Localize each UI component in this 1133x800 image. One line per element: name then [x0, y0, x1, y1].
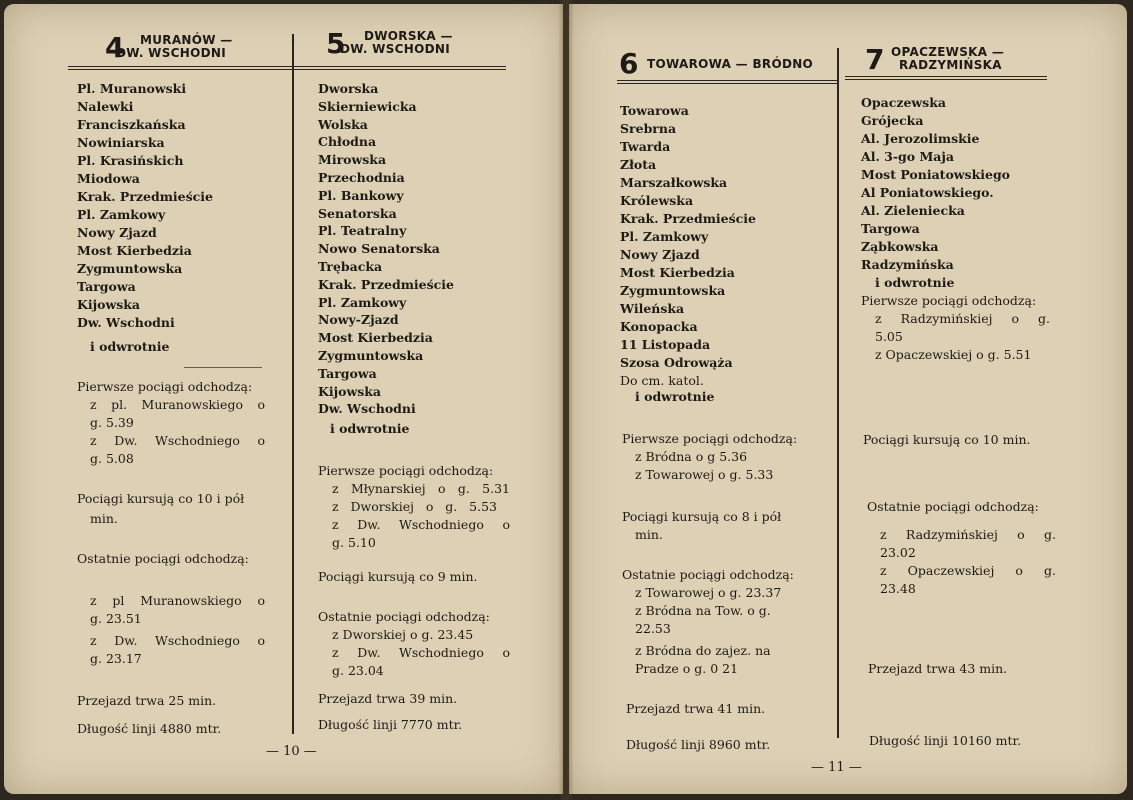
- stop-name: 11 Listopada: [620, 337, 711, 352]
- stop-name: Al. 3-go Maja: [861, 149, 955, 164]
- stop-name: Skierniewicka: [318, 98, 417, 114]
- stop-name: Królewska: [620, 193, 694, 208]
- stop-name: Chłodna: [318, 134, 377, 150]
- line-6-last-1: z Towarowej o g. 23.37: [635, 585, 782, 600]
- line-7-first-1a: z Radzymińskiej o g.: [875, 311, 1050, 326]
- line-6-number: 6: [619, 47, 639, 80]
- line-4-title: [116, 34, 233, 60]
- line-5-duration: Przejazd trwa 39 min.: [318, 691, 458, 706]
- stop-name: Wolska: [318, 116, 368, 132]
- stop-name: Mirowska: [318, 152, 387, 168]
- line-4-last-label: Ostatnie pociągi odchodzą:: [77, 551, 249, 566]
- stop-name: Pl. Teatralny: [318, 223, 407, 239]
- stop-name: Pl. Bankowy: [318, 187, 404, 203]
- line-6-first-2: z Towarowej o g. 5.33: [635, 467, 774, 482]
- stop-name: Most Kierbedzia: [77, 243, 192, 258]
- stop-name: Nowo Senatorska: [318, 241, 440, 257]
- left-page: [4, 4, 563, 794]
- stop-name: Targowa: [77, 279, 136, 294]
- stop-name: Al. Zieleniecka: [861, 203, 965, 218]
- line-6-last-label: Ostatnie pociągi odchodzą:: [622, 567, 794, 582]
- line-4-first-2b: g. 5.08: [90, 451, 134, 466]
- stop-name: Nowiniarska: [77, 135, 165, 150]
- line-6-title: TOWAROWA — BRÓDNO: [647, 57, 814, 71]
- stop-name: Kijowska: [318, 383, 382, 399]
- line-7-title: [891, 46, 1004, 72]
- line-6-length: Długość linji 8960 mtr.: [626, 737, 771, 752]
- stop-name: Dw. Wschodni: [77, 315, 175, 330]
- line-4-interval-b: min.: [90, 511, 118, 526]
- stop-name: Krak. Przedmieście: [77, 189, 213, 204]
- stop-name: Targowa: [318, 365, 377, 381]
- stop-name: Zygmuntowska: [77, 261, 183, 276]
- stop-name: Szosa Odrowąża: [620, 355, 733, 370]
- stop-name: Al Poniatowskiego.: [861, 185, 994, 200]
- line-6-return: i odwrotnie: [635, 389, 715, 404]
- stop-name: Twarda: [620, 139, 671, 154]
- line-5-first-3a: z Dw. Wschodniego o: [332, 517, 510, 532]
- line-7-return: i odwrotnie: [875, 275, 955, 290]
- stop-name: Most Kierbedzia: [620, 265, 735, 280]
- stop-name: Wileńska: [620, 301, 685, 316]
- line-5-first-2: z Dworskiej o g. 5.53: [332, 499, 497, 514]
- line-6-last-2b: 22.53: [635, 621, 671, 636]
- stop-name: Konopacka: [620, 319, 698, 334]
- header-rule: [68, 66, 506, 70]
- line-7-last-1b: 23.02: [880, 545, 916, 560]
- stop-name: Trębacka: [318, 258, 383, 274]
- line-5-first-3b: g. 5.10: [332, 535, 376, 550]
- line-4-first-1b: g. 5.39: [90, 415, 134, 430]
- line-6-first-label: Pierwsze pociągi odchodzą:: [622, 431, 798, 446]
- stop-name: Radzymińska: [861, 257, 954, 272]
- line-4-last-2a: z Dw. Wschodniego o: [90, 633, 265, 648]
- stop-name: Miodowa: [77, 171, 140, 186]
- line-7-first-label: Pierwsze pociągi odchodzą:: [861, 293, 1037, 308]
- line-4-interval-a: Pociągi kursują co 10 i pół: [77, 491, 245, 506]
- line-5-length: Długość linji 7770 mtr.: [318, 717, 463, 732]
- line-7-length: Długość linji 10160 mtr.: [869, 733, 1022, 748]
- stop-name: Ząbkowska: [861, 239, 939, 254]
- stop-name: Pl. Zamkowy: [77, 207, 166, 222]
- stop-name: Pl. Muranowski: [77, 81, 187, 96]
- stop-name: Pl. Zamkowy: [620, 229, 709, 244]
- line-7-last-label: Ostatnie pociągi odchodzą:: [867, 499, 1039, 514]
- line-6-interval-b: min.: [635, 527, 663, 542]
- stop-name: Pl. Krasińskich: [77, 153, 184, 168]
- stop-name: Pl. Zamkowy: [318, 294, 407, 310]
- stop-name: Do cm. katol.: [620, 373, 704, 388]
- line-5-interval: Pociągi kursują co 9 min.: [318, 569, 478, 584]
- line-4-return: i odwrotnie: [90, 339, 170, 354]
- line-7-number: 7: [865, 43, 885, 76]
- stop-name: Kijowska: [77, 297, 141, 312]
- stop-name: Grójecka: [861, 113, 924, 128]
- stop-name: Dworska: [318, 81, 379, 96]
- line-5-last-label: Ostatnie pociągi odchodzą:: [318, 609, 490, 624]
- stop-name: Towarowa: [620, 103, 689, 118]
- line-4-stops: [77, 80, 213, 332]
- line-7-first-1b: 5.05: [875, 329, 903, 344]
- page-number: — 11 —: [811, 760, 862, 775]
- stop-name: Dw. Wschodni: [318, 401, 416, 417]
- line-6-duration: Przejazd trwa 41 min.: [626, 701, 766, 716]
- line-4-title-line1: MURANÓW —: [140, 33, 233, 47]
- stop-name: Most Poniatowskiego: [861, 167, 1011, 182]
- line-6-stops: [620, 102, 756, 390]
- stop-name: Nowy Zjazd: [620, 247, 700, 262]
- stop-name: Srebrna: [620, 121, 677, 136]
- line-7-last-2a: z Opaczewskiej o g.: [880, 563, 1056, 578]
- line-4-first-1a: z pl. Muranowskiego o: [90, 397, 265, 412]
- stop-name: Most Kierbedzia: [318, 330, 433, 346]
- stop-name: Przechodnia: [318, 169, 405, 185]
- line-7-stops: [861, 94, 1010, 274]
- line-4-first-label: Pierwsze pociągi odchodzą:: [77, 379, 253, 394]
- short-rule: [184, 367, 262, 368]
- line-4-last-2b: g. 23.17: [90, 651, 142, 666]
- line-4-first-2a: z Dw. Wschodniego o: [90, 433, 265, 448]
- stop-name: Krak. Przedmieście: [318, 276, 454, 292]
- line-7-duration: Przejazd trwa 43 min.: [868, 661, 1008, 676]
- header-rule: [617, 80, 839, 84]
- book-spine: [558, 0, 574, 800]
- line-4-duration: Przejazd trwa 25 min.: [77, 693, 217, 708]
- line-7-first-2: z Opaczewskiej o g. 5.51: [875, 347, 1032, 362]
- stop-name: Zygmuntowska: [620, 283, 726, 298]
- stop-name: Targowa: [861, 221, 920, 236]
- line-7-title-line1: OPACZEWSKA —: [891, 45, 1005, 59]
- line-4-length: Długość linji 4880 mtr.: [77, 721, 222, 736]
- line-5-last-1: z Dworskiej o g. 23.45: [332, 627, 474, 642]
- column-divider: [292, 34, 294, 734]
- stop-name: Zygmuntowska: [318, 347, 424, 363]
- header-rule: [845, 76, 1047, 80]
- stop-name: Nowy Zjazd: [77, 225, 157, 240]
- line-4-last-1b: g. 23.51: [90, 611, 142, 626]
- line-7-title-line2: RADZYMIŃSKA: [899, 58, 1002, 72]
- stop-name: Nalewki: [77, 99, 134, 114]
- line-5-first-1: z Młynarskiej o g. 5.31: [332, 481, 510, 496]
- line-5-stops: [318, 80, 454, 418]
- line-4-last-1a: z pl Muranowskiego o: [90, 593, 265, 608]
- line-5-last-2b: g. 23.04: [332, 663, 384, 678]
- line-7-interval: Pociągi kursują co 10 min.: [863, 432, 1031, 447]
- line-7-last-2b: 23.48: [880, 581, 916, 596]
- line-5-first-label: Pierwsze pociągi odchodzą:: [318, 463, 494, 478]
- column-divider: [837, 48, 839, 738]
- stop-name: Nowy-Zjazd: [318, 312, 399, 328]
- stop-name: Złota: [620, 157, 657, 172]
- line-5-title: [340, 30, 453, 56]
- stop-name: Opaczewska: [861, 95, 946, 110]
- page-number: — 10 —: [266, 744, 317, 759]
- line-4-title-line2: DW. WSCHODNI: [116, 46, 226, 60]
- line-6-interval-a: Pociągi kursują co 8 i pół: [622, 509, 782, 524]
- line-7-last-1a: z Radzymińskiej o g.: [880, 527, 1056, 542]
- line-5-return: i odwrotnie: [330, 421, 410, 436]
- line-5-number: 5: [326, 27, 346, 60]
- line-5-title-line1: DWORSKA —: [364, 29, 453, 43]
- stop-name: Senatorska: [318, 205, 397, 221]
- stop-name: Franciszkańska: [77, 117, 186, 132]
- stop-name: Krak. Przedmieście: [620, 211, 756, 226]
- line-6-first-1: z Bródna o g 5.36: [635, 449, 748, 464]
- line-6-last-3a: z Bródna do zajez. na: [635, 643, 771, 658]
- line-4-number: 4: [105, 31, 125, 64]
- stop-name: Marszałkowska: [620, 175, 728, 190]
- line-6-last-3b: Pradze o g. 0 21: [635, 661, 739, 676]
- right-page: [569, 4, 1127, 794]
- line-5-last-2a: z Dw. Wschodniego o: [332, 645, 510, 660]
- stop-name: Al. Jerozolimskie: [861, 131, 980, 146]
- line-6-last-2a: z Bródna na Tow. o g.: [635, 603, 771, 618]
- line-5-title-line2: DW. WSCHODNI: [340, 42, 450, 56]
